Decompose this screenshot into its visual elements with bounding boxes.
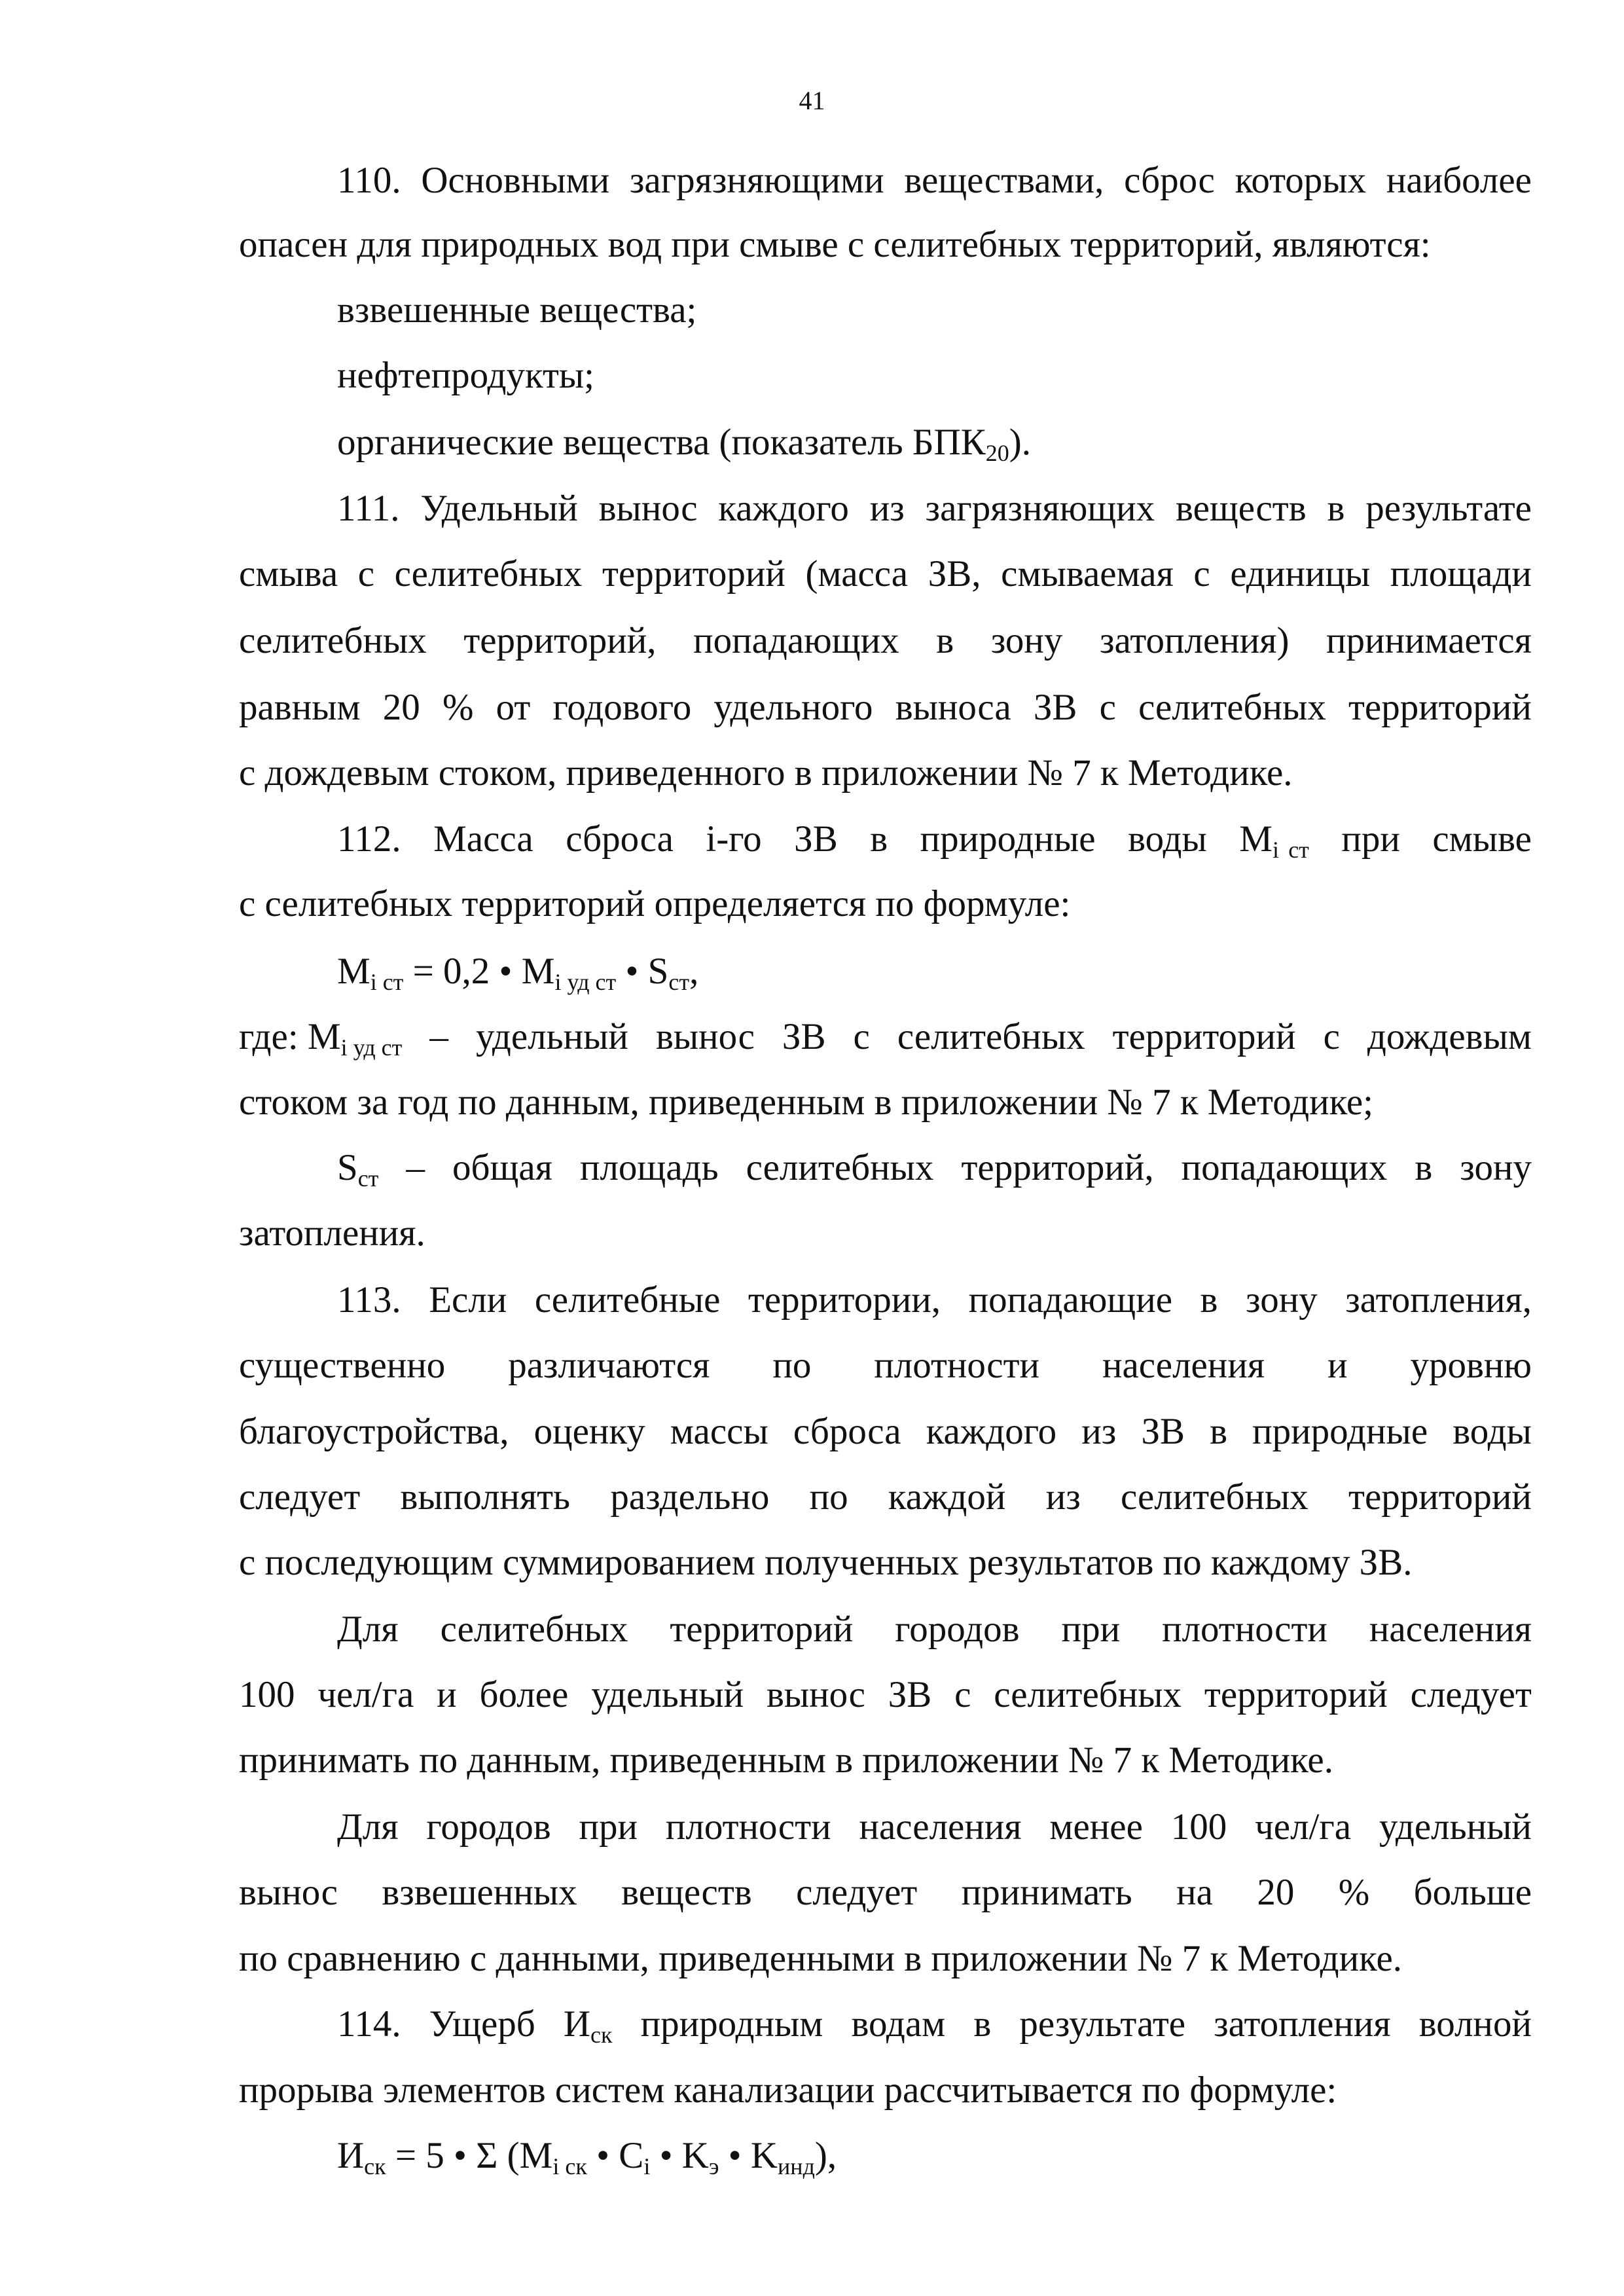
word: с [1099, 687, 1116, 728]
word: городов [895, 1609, 1020, 1650]
definition-s-st-line-2: затопления. [239, 1212, 425, 1254]
word: Удельный [420, 488, 578, 529]
word: веществами, [904, 160, 1104, 201]
word: выноса [895, 687, 1011, 728]
word: чел/га [317, 1674, 414, 1715]
word: удельного [713, 687, 873, 728]
word: вынос [766, 1674, 865, 1715]
word: попадающие [968, 1279, 1172, 1321]
word: единицы [1230, 553, 1371, 594]
word: 111. [337, 488, 400, 529]
word: ЗВ [888, 1674, 932, 1715]
word: % [1338, 1872, 1370, 1913]
word: Для [337, 1609, 399, 1650]
word: в [1200, 1279, 1218, 1321]
word: ЗВ [1141, 1411, 1185, 1452]
word: каждой [888, 1476, 1006, 1518]
word: 110. [337, 160, 401, 201]
definition-mi-ud-st: где: $M_{i уд ст}$ – удельный вынос ЗВ с селитебных территорий с дождевым [239, 1016, 1532, 1061]
word: различаются [508, 1345, 710, 1386]
word: равным [239, 687, 361, 728]
word: уровню [1410, 1345, 1532, 1386]
paragraph-111-line-3 [239, 622, 1532, 659]
word: в [936, 620, 954, 661]
list-item: органические вещества (показатель $БПК_{20}$). [337, 422, 1032, 466]
word: 20 [1257, 1872, 1295, 1913]
word: затопления, [1345, 1279, 1532, 1321]
word: следует [1410, 1674, 1532, 1715]
word: смыва [239, 553, 338, 594]
word: наиболее [1386, 160, 1532, 201]
word: раздельно [610, 1476, 770, 1518]
word: от [496, 687, 531, 728]
word: зону [990, 620, 1063, 661]
word: с [954, 1674, 971, 1715]
word: на [1176, 1872, 1213, 1913]
word: при [1061, 1609, 1121, 1650]
word: из [1081, 1411, 1117, 1452]
paragraph-113-b-line-2 [239, 1874, 1532, 1911]
word: городов [426, 1806, 551, 1848]
paragraph-113-a-line-3: принимать по данным, приведенным в приложении № 7 к Методике. [239, 1740, 1333, 1781]
word: следует [796, 1872, 918, 1913]
paragraph-113-b-line-1 [337, 1808, 1532, 1846]
word: с [1193, 553, 1210, 594]
word: населения [1102, 1345, 1265, 1386]
paragraph-113-a-line-2 [239, 1676, 1532, 1713]
formula-isk: $И_{ск} = 5$ • Σ ($M_{i ск}$ • $C_i$ • $K_э$ • $K_{инд}$), [337, 2135, 837, 2179]
paragraph-113-a-line-1 [337, 1611, 1532, 1648]
word: более [479, 1674, 569, 1715]
word: из [869, 488, 905, 529]
word: плотности [1162, 1609, 1327, 1650]
paragraph-110-line-2: опасен для природных вод при смыве с селитебных территорий, являются: [239, 224, 1431, 265]
paragraph-112-line-2: с селитебных территорий определяется по формуле: [239, 883, 1071, 924]
word: следует [239, 1476, 361, 1518]
word: попадающих [693, 620, 899, 661]
paragraph-113-b-line-3: по сравнению с данными, приведенными в приложении № 7 к Методике. [239, 1938, 1402, 1979]
paragraph-114-line-2: прорыва элементов систем канализации рассчитывается по формуле: [239, 2069, 1337, 2111]
list-item: нефтепродукты; [337, 355, 594, 396]
word: селитебных [1138, 687, 1326, 728]
paragraph-110-line-1 [337, 162, 1532, 199]
word: и [1327, 1345, 1348, 1386]
word: селитебных [239, 620, 427, 661]
definition-s-st: $S_{ст}$ – общая площадь селитебных территорий, попадающих в зону [337, 1147, 1532, 1192]
word: удельный [591, 1674, 744, 1715]
word: годового [552, 687, 692, 728]
word: из [1045, 1476, 1081, 1518]
word: массы [670, 1411, 768, 1452]
word: площади [1390, 553, 1532, 594]
word: территорий [670, 1609, 854, 1650]
word: в [1327, 488, 1345, 529]
formula-mi-st: $M_{i ст} = 0,2$ • $M_{i уд ст}$ • $S_{ст}$, [337, 951, 699, 995]
word: принимается [1326, 620, 1532, 661]
word: территорий [1348, 1476, 1532, 1518]
word: веществ [621, 1872, 752, 1913]
word: с [357, 553, 375, 594]
word: населения [859, 1806, 1022, 1848]
word: которых [1235, 160, 1367, 201]
word: селитебных [994, 1674, 1182, 1715]
word: (масса [805, 553, 909, 594]
word: в [1210, 1411, 1228, 1452]
word: селитебных [440, 1609, 628, 1650]
word: благоустройства, [239, 1411, 509, 1452]
paragraph-113-line-1 [337, 1281, 1532, 1319]
paragraph-111-line-1 [337, 490, 1532, 527]
word: территорий [1204, 1674, 1388, 1715]
word: селитебных [394, 553, 583, 594]
word: селитебные [534, 1279, 721, 1321]
paragraph-111-line-4 [239, 689, 1532, 726]
word: веществ [1176, 488, 1307, 529]
word: плотности [665, 1806, 831, 1848]
word: 100 [239, 1674, 295, 1715]
word: загрязняющих [925, 488, 1155, 529]
word: вынос [598, 488, 698, 529]
word: выполнять [400, 1476, 571, 1518]
word: больше [1413, 1872, 1532, 1913]
word: оценку [533, 1411, 645, 1452]
paragraph-113-line-4 [239, 1478, 1532, 1516]
word: территории, [748, 1279, 941, 1321]
word: при [579, 1806, 638, 1848]
word: природные [1252, 1411, 1428, 1452]
word: каждого [718, 488, 849, 529]
word: менее [1049, 1806, 1143, 1848]
word: и [437, 1674, 457, 1715]
definition-mi-ud-st-line-2: стоком за год по данным, приведенным в приложении № 7 к Методике; [239, 1082, 1373, 1123]
word: каждого [926, 1411, 1057, 1452]
paragraph-113-line-3 [239, 1413, 1532, 1450]
word: воды [1453, 1411, 1532, 1452]
word: результате [1365, 488, 1532, 529]
word: Для [337, 1806, 399, 1848]
paragraph-112-line-1: 112. Масса сброса i-го ЗВ в природные воды $M_i$ $_{ст}$ при смыве [337, 818, 1532, 863]
word: территорий [602, 553, 785, 594]
word: ЗВ, [928, 553, 981, 594]
word: по [809, 1476, 848, 1518]
word: Основными [421, 160, 610, 201]
word: по [772, 1345, 812, 1386]
word: Если [429, 1279, 507, 1321]
paragraph-114-line-1: 114. Ущерб $И_{ск}$ природным водам в результате затопления волной [337, 2003, 1532, 2048]
word: ЗВ [1033, 687, 1077, 728]
word: затопления) [1100, 620, 1290, 661]
word: удельный [1379, 1806, 1532, 1848]
word: принимать [961, 1872, 1132, 1913]
word: взвешенных [382, 1872, 577, 1913]
word: территорий [1348, 687, 1532, 728]
word: 113. [337, 1279, 401, 1321]
word: 100 [1170, 1806, 1227, 1848]
word: смываемая [1001, 553, 1174, 594]
word: плотности [874, 1345, 1040, 1386]
word: сброса [793, 1411, 901, 1452]
word: 20 [382, 687, 420, 728]
word: селитебных [1121, 1476, 1308, 1518]
word: чел/га [1255, 1806, 1352, 1848]
list-item: взвешенные вещества; [337, 289, 697, 331]
word: существенно [239, 1345, 446, 1386]
word: территорий, [463, 620, 657, 661]
word: зону [1246, 1279, 1318, 1321]
word: сброс [1124, 160, 1215, 201]
word: населения [1369, 1609, 1532, 1650]
word: загрязняющими [629, 160, 884, 201]
paragraph-111-line-2 [239, 555, 1532, 592]
paragraph-113-line-2 [239, 1347, 1532, 1384]
word: вынос [239, 1872, 338, 1913]
paragraph-113-line-5: с последующим суммированием полученных результатов по каждому ЗВ. [239, 1542, 1413, 1583]
paragraph-111-line-5: с дождевым стоком, приведенного в приложении № 7 к Методике. [239, 752, 1293, 793]
page-number: 41 [799, 86, 825, 115]
word: % [442, 687, 474, 728]
